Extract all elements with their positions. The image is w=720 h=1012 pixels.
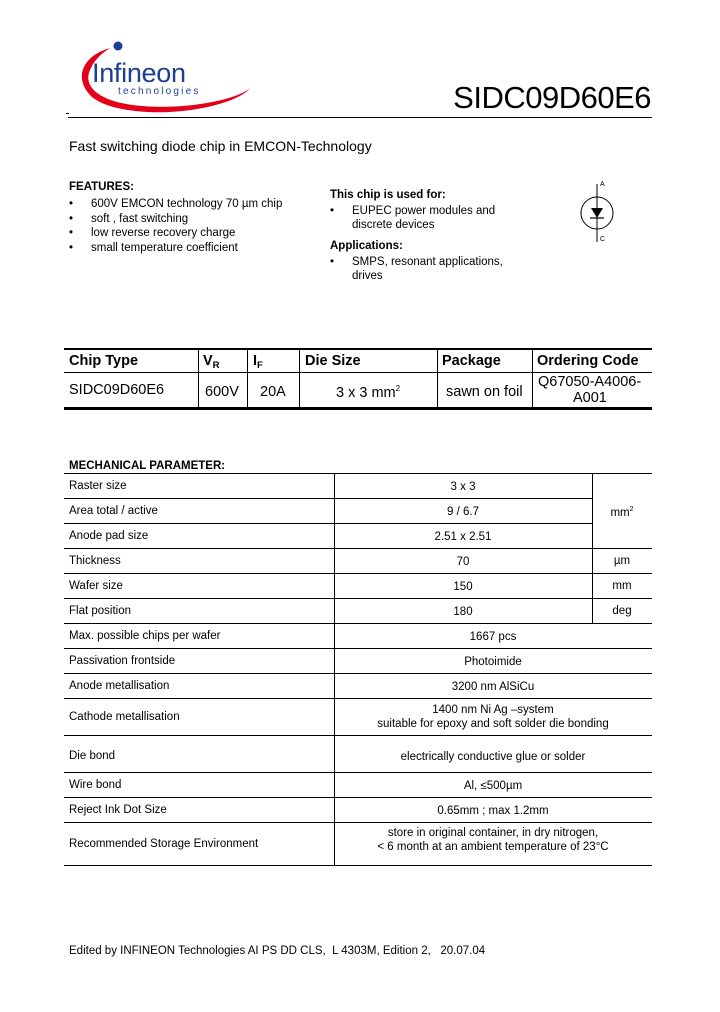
- merged-cell-mask: [593, 497, 652, 499]
- table-row: Reject Ink Dot Size 0.65mm ; max 1.2mm: [64, 797, 652, 822]
- cell-chip-type: SIDC09D60E6: [69, 382, 165, 398]
- used-for-heading: This chip is used for:: [330, 189, 446, 201]
- chip-type-table: [64, 348, 652, 410]
- header-tick: [66, 113, 69, 114]
- list-item: • low reverse recovery charge: [69, 227, 236, 239]
- table-bottom-rule: [64, 865, 652, 866]
- anode-label: A: [600, 181, 605, 188]
- area-unit: $mm^2$: [610, 506, 634, 519]
- cell-ordering-code-line2: A001: [573, 390, 607, 406]
- column-divider: [299, 350, 300, 407]
- part-number: SIDC09D60E6: [453, 80, 651, 115]
- table-row: Anode pad size 2.51 x 2.51: [64, 523, 652, 548]
- cell-if: 20A: [260, 384, 286, 400]
- list-item: • SMPS, resonant applications, drives: [330, 256, 503, 282]
- applications-list: [330, 255, 530, 285]
- applications-heading: Applications:: [330, 240, 403, 252]
- table-row: Recommended Storage Environment store in original container, in dry nitrogen, < 6 month at an ambient temperature of 23°C: [64, 822, 652, 866]
- cell-vr: 600V: [205, 384, 239, 400]
- cathode-label: C: [600, 236, 606, 243]
- document-title: Fast switching diode chip in EMCON-Technology: [69, 138, 372, 154]
- logo-wordmark: Infineon: [92, 58, 186, 88]
- table-row: Anode metallisation 3200 nm AlSiCu: [64, 673, 652, 698]
- column-divider: [198, 350, 199, 407]
- header-ordering-code: Ordering Code: [537, 353, 639, 369]
- features-heading: FEATURES:: [69, 181, 134, 193]
- merged-cell-mask: [593, 522, 652, 524]
- table-row: Cathode metallisation 1400 nm Ni Ag –system suitable for epoxy and soft solder die bonding: [64, 698, 652, 735]
- header-package: Package: [442, 353, 501, 369]
- cell-die-size: 3 x 3 $mm^2$: [336, 384, 401, 401]
- table-row: Wire bond Al, ≤500µm: [64, 772, 652, 797]
- column-divider: [437, 350, 438, 407]
- table-rule: [64, 372, 652, 373]
- header-rule: [68, 117, 652, 118]
- header-die-size: Die Size: [305, 353, 361, 369]
- list-item: • soft , fast switching: [69, 212, 189, 225]
- footer-edition: Edited by INFINEON Technologies AI PS DD CLS, L 4303M, Edition 2, 20.07.04: [69, 945, 486, 957]
- table-row: Die bond electrically conductive glue or solder: [64, 735, 652, 760]
- table-row: Flat position 180 deg: [64, 598, 652, 623]
- table-row: Area total / active 9 / 6.7: [64, 498, 652, 523]
- column-divider: [334, 473, 335, 865]
- diode-symbol-icon: [570, 180, 620, 246]
- column-divider: [592, 473, 593, 623]
- column-divider: [532, 350, 533, 407]
- header-if: $I_F$: [253, 353, 263, 371]
- table-rule: [64, 407, 652, 410]
- logo-subtitle: technologies: [118, 86, 201, 97]
- header-vr: $V_R$: [203, 353, 220, 371]
- cell-package: sawn on foil: [446, 384, 523, 400]
- used-for-list: [330, 204, 530, 234]
- table-row: Raster size 3 x 3: [64, 473, 652, 498]
- mechanical-heading: MECHANICAL PARAMETER:: [69, 460, 226, 472]
- features-list: [69, 197, 319, 257]
- table-row: Max. possible chips per wafer 1667 pcs: [64, 623, 652, 648]
- table-row: Thickness 70 µm: [64, 548, 652, 573]
- table-rule: [64, 348, 652, 350]
- column-divider: [247, 350, 248, 407]
- table-row: Passivation frontside Photoimide: [64, 648, 652, 673]
- list-item: • EUPEC power modules and discrete devices: [330, 205, 496, 231]
- list-item: • small temperature coefficient: [69, 241, 238, 254]
- table-row: Wafer size 150 mm: [64, 573, 652, 598]
- header-chip-type: Chip Type: [69, 353, 139, 369]
- cell-ordering-code-line1: Q67050-A4006-: [538, 374, 642, 390]
- list-item: • 600V EMCON technology 70 µm chip: [69, 198, 283, 210]
